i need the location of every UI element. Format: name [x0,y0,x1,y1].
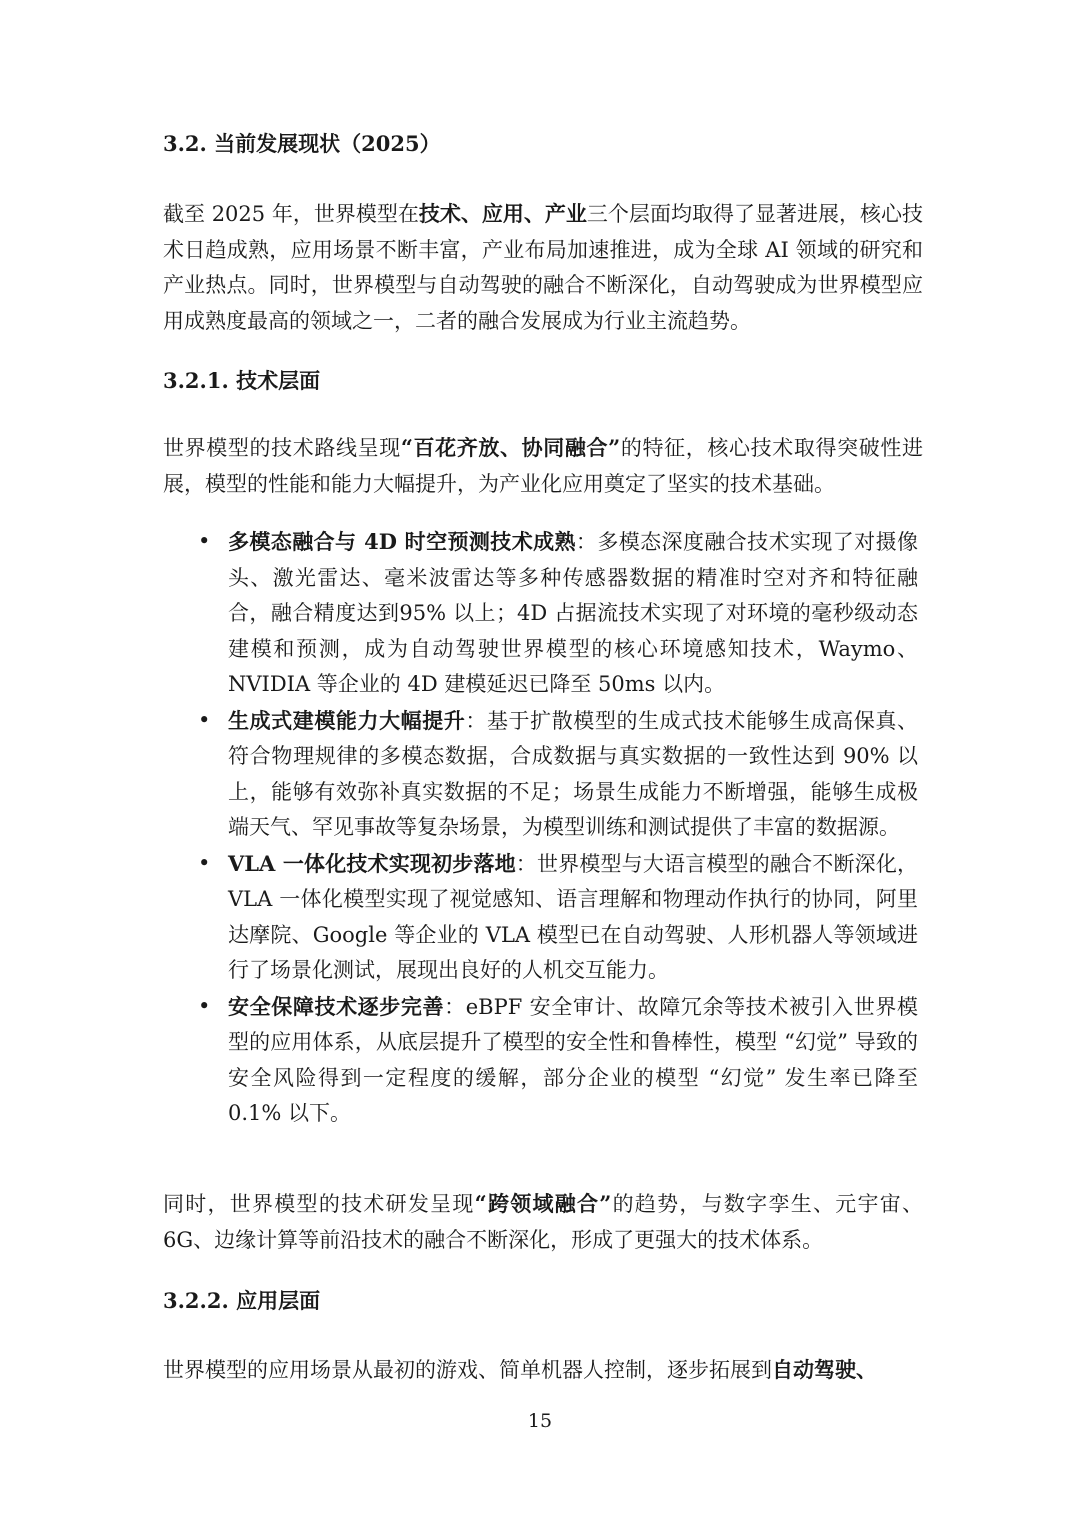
bold-text-run: “百花齐放、协同融合” [400,435,621,460]
bold-text-run: 技术、应用、产业 [418,201,587,226]
list-item-text: ：基于扩散模型的生成式技术能够生成高保真、符合物理规律的多模态数据，合成数据与真实数据的一致性达到 90% 以上，能够有效弥补真实数据的不足；场景生成能力不断增强，能够生成极端天气、罕见事故等复杂场景，为模型训练和测试提供了丰富的数据源。 [228,708,919,839]
list-item-title: 多模态融合与 4D 时空预测技术成熟 [228,529,576,554]
text-run: 世界模型的应用场景从最初的游戏、简单机器人控制，逐步拓展到 [163,1358,772,1382]
bullet-icon: • [198,850,211,875]
section-heading-3-2-1: 3.2.1. 技术层面 [163,368,321,393]
paragraph-cross-domain [163,1186,923,1258]
bullet-icon: • [198,707,211,732]
page-number: 15 [527,1410,553,1432]
text-run: 的特征，核心技术取得突破性进展，模型的性能和能力大幅提升，为产业化应用奠定了坚实的技术基础。 [163,436,923,496]
text-run: 截至 2025 年，世界模型在 [163,202,419,226]
list-item-title: VLA 一体化技术实现初步落地 [228,850,516,876]
paragraph-current-status [163,196,923,339]
list-item-text: ：eBPF 安全审计、故障冗余等技术被引入世界模型的应用体系，从底层提升了模型的安全性和鲁棒性，模型 “幻觉” 导致的安全风险得到一定程度的缓解，部分企业的模型 “幻觉” 发生率已降至 0.1% 以下。 [228,994,919,1125]
list-item-title: 生成式建模能力大幅提升 [228,707,466,733]
paragraph-application [163,1352,923,1389]
text-run: 三个层面均取得了显著进展，核心技术日趋成熟，应用场景不断丰富，产业布局加速推进，成为全球 AI 领域的研究和产业热点。同时，世界模型与自动驾驶的融合不断深化，自动驾驶成为世界模型应用成熟度最高的领域之一，二者的融合发展成为行业主流趋势。 [163,202,924,333]
list-item-text: ：多模态深度融合技术实现了对摄像头、激光雷达、毫米波雷达等多种传感器数据的精准时空对齐和特征融合，融合精度达到95% 以上；4D 占据流技术实现了对环境的毫秒级动态建模和预测，成为自动驾驶世界模型的核心环境感知技术，Waymo、NVIDIA 等企业的 4D 建模延迟已降至 50ms 以内。 [228,530,918,696]
technology-bullet-list [0,524,1080,1132]
list-item [198,846,918,989]
list-item-title: 安全保障技术逐步完善 [228,993,445,1019]
bullet-icon: • [198,529,211,553]
paragraph-technology [163,430,923,502]
list-item-text: ：世界模型与大语言模型的融合不断深化，VLA 一体化模型实现了视觉感知、语言理解和物理动作执行的协同，阿里达摩院、Google 等企业的 VLA 模型已在自动驾驶、人形机器人等领域进行了场景化测试，展现出良好的人机交互能力。 [228,851,918,982]
section-heading-3-2-2: 3.2.2. 应用层面 [163,1288,321,1313]
list-item [198,703,919,846]
list-item [198,524,918,703]
text-run: 同时，世界模型的技术研发呈现 [163,1192,475,1216]
text-run: 的趋势，与数字孪生、元宇宙、6G、边缘计算等前沿技术的融合不断深化，形成了更强大的技术体系。 [163,1192,923,1252]
list-item [198,989,919,1132]
text-run: 世界模型的技术路线呈现 [163,436,401,460]
bullet-icon: • [198,993,211,1018]
bold-text-run: 自动驾驶、 [772,1357,877,1382]
section-heading-3-2: 3.2. 当前发展现状（2025） [163,131,441,156]
bold-text-run: “跨领域融合” [474,1191,612,1216]
